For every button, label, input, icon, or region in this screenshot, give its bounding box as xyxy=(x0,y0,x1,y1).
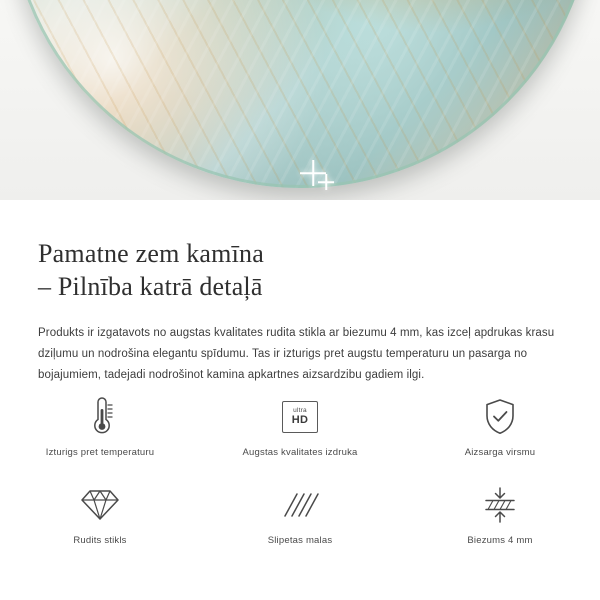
diamond-icon xyxy=(80,483,120,527)
feature-label: Biezums 4 mm xyxy=(467,535,533,546)
headline-line-1: Pamatne zem kamīna xyxy=(38,239,264,268)
feature-label: Izturigs pret temperaturu xyxy=(45,447,155,458)
ultra-hd-icon xyxy=(282,395,318,439)
feature-item-temperature xyxy=(0,395,200,467)
ultra-hd-badge-top: ultra xyxy=(293,406,307,414)
feature-item-print-quality xyxy=(200,395,400,467)
feature-label: Augstas kvalitates izdruka xyxy=(242,447,358,458)
feature-item-polished-edges xyxy=(200,483,400,555)
thermometer-icon xyxy=(80,395,120,439)
ultra-hd-badge-bottom: HD xyxy=(291,414,309,427)
hero-image xyxy=(0,0,600,200)
description-paragraph: Produkts ir izgatavots no augstas kvalitates rudita stikla ar biezumu 4 mm, kas izceļ apdrukas krasu dziļumu un nodrošina elegantu spīdumu. Tas ir izturigs pret augstu temperaturu un pasarga no bojajumiem, tadejadi nodrošinot kamina apkartnes aizsardzibu gadiem ilgi. xyxy=(38,327,555,381)
polished-edges-icon xyxy=(281,483,319,527)
shield-check-icon xyxy=(482,395,518,439)
feature-item-tempered-glass xyxy=(0,483,200,555)
thickness-icon xyxy=(480,483,520,527)
content-block xyxy=(0,200,600,386)
feature-label: Aizsarga virsmu xyxy=(464,447,536,458)
feature-item-thickness xyxy=(400,483,600,555)
page-title xyxy=(0,200,600,303)
feature-label: Rudits stikls xyxy=(73,535,127,546)
feature-grid xyxy=(0,395,600,555)
feature-label: Slipetas malas xyxy=(267,535,333,546)
feature-item-surface-protection xyxy=(400,395,600,467)
headline-line-2: – Pilnība katrā detaļā xyxy=(38,272,263,301)
